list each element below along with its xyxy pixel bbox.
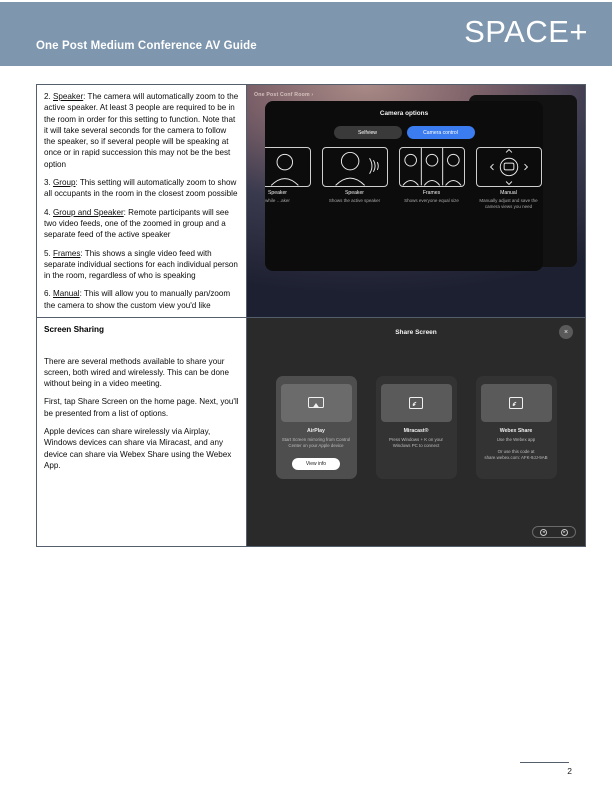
card-share-code: Or use this code at share.webex.com: AFK-9JJ-9AB: [484, 449, 548, 461]
list-body: : This shows a single video feed with separate individual sections for each individual person in the room, regardless of who is speaking: [44, 248, 238, 281]
option-name: Speaker: [345, 190, 364, 196]
list-body: : This will allow you to manually pan/zoom the camera to show the custom view you'd like: [44, 289, 231, 310]
option-description: Manually adjust and save the camera views you need: [479, 198, 538, 209]
card-description: Press Windows + K on your Windows PC to connect: [388, 437, 444, 449]
list-item: [44, 288, 239, 311]
camera-options-screenshot-cell: [247, 85, 586, 318]
table-row: [37, 318, 586, 547]
list-number: 2.: [44, 92, 51, 101]
dialog-title: Share Screen: [395, 329, 437, 337]
camera-mode-option-cut[interactable]: [265, 147, 312, 210]
list-item: [44, 177, 239, 200]
list-number: 3.: [44, 178, 51, 188]
airplay-icon: [281, 384, 352, 422]
card-description: Start Screen mirroring from Control Center on your Apple device: [281, 437, 351, 449]
dialog-title: Camera options: [379, 110, 429, 117]
share-screen-screenshot-cell: [247, 318, 586, 547]
list-item: [44, 91, 239, 170]
camera-options-dialog: [265, 101, 543, 271]
option-description: Shows everyone equal size: [404, 198, 459, 203]
list-item: [44, 248, 239, 282]
camera-mode-option-speaker[interactable]: [320, 147, 389, 210]
list-body: : Remote participants will see two video feeds, one of the zoomed in group and a separate feed of the active speaker: [44, 207, 229, 240]
brand-logo: SPACE+: [464, 14, 588, 49]
share-method-list: [247, 376, 585, 479]
option-name: Manual: [500, 190, 517, 196]
camera-mode-option-frames[interactable]: [397, 147, 466, 210]
share-card-miracast[interactable]: [376, 376, 457, 479]
card-title: Webex Share: [499, 428, 533, 435]
close-icon[interactable]: ×: [559, 325, 573, 339]
option-description: while …aker: [265, 198, 290, 203]
footer-divider: [520, 762, 569, 763]
page-title: One Post Medium Conference AV Guide: [36, 40, 257, 52]
table-row: [37, 85, 586, 318]
section-heading: Screen Sharing: [44, 325, 105, 335]
list-term: Group and Speaker: [53, 207, 124, 217]
room-name-label: [254, 92, 313, 98]
person-speaking-icon: [322, 147, 388, 187]
card-description: Use the Webex app: [496, 437, 536, 443]
view-info-button[interactable]: View info: [292, 458, 340, 470]
list-number: 4.: [44, 207, 51, 217]
tab-camera-control[interactable]: Camera control: [407, 126, 475, 139]
option-name: Frames: [422, 190, 441, 196]
list-body: : This setting will automatically zoom to show all occupants in the room in the closest zoom possible: [44, 178, 238, 199]
content-table: [36, 84, 586, 547]
share-card-webex-share[interactable]: [476, 376, 557, 479]
chevron-right-icon: ›: [311, 92, 314, 98]
camera-mode-toggle-group: [265, 126, 543, 139]
person-partial-icon: [265, 147, 311, 187]
share-screen-screenshot: [247, 318, 585, 546]
share-card-airplay[interactable]: [276, 376, 357, 479]
page-header-band: [0, 2, 612, 66]
card-title: AirPlay: [307, 428, 325, 435]
option-name: Speaker: [268, 190, 287, 196]
list-term: Manual: [53, 289, 80, 299]
list-term: Speaker: [53, 92, 84, 101]
volume-up-icon[interactable]: ▸: [561, 529, 568, 536]
list-body: : The camera will automatically zoom to the active speaker. At least 3 people are required to be in the room in order for this setting to function. Note that it will take several seconds for the camera to follow the speaker, so if several people will be speaking at once or in rapid succession this may not be the best option: [44, 92, 239, 169]
camera-modes-text-cell: [37, 85, 247, 318]
card-title: Miracast®: [403, 428, 429, 435]
cast-icon: [381, 384, 452, 422]
tab-selfview[interactable]: Selfview: [334, 126, 402, 139]
paragraph: First, tap Share Screen on the home page. Next, you'll be presented from a list of options.: [44, 397, 239, 418]
room-name-text: One Post Conf Room: [254, 92, 310, 98]
list-number: 6.: [44, 289, 51, 299]
list-number: 5.: [44, 248, 51, 258]
paragraph: There are several methods available to share your screen, both wired and wirelessly. This can be done without being in a video meeting.: [44, 356, 230, 389]
camera-mode-option-list: [265, 147, 543, 210]
camera-mode-option-manual[interactable]: [474, 147, 543, 210]
cast-icon: [481, 384, 552, 422]
paragraph: Apple devices can share wirelessly via Airplay, Windows devices can share via Miracast, and any device can share via Webex Share using the Webex App.: [44, 427, 232, 470]
page-number: 2: [567, 766, 572, 776]
screen-sharing-text-cell: [37, 318, 247, 547]
option-description: Shows the active speaker: [328, 198, 381, 203]
three-people-frames-icon: [399, 147, 465, 187]
camera-pan-tilt-icon: [476, 147, 542, 187]
list-item: [44, 207, 239, 241]
volume-down-icon[interactable]: ◂: [540, 529, 547, 536]
list-term: Frames: [53, 248, 81, 258]
list-term: Group: [53, 178, 76, 188]
camera-options-screenshot: [247, 85, 585, 317]
volume-control-group[interactable]: [532, 526, 576, 538]
